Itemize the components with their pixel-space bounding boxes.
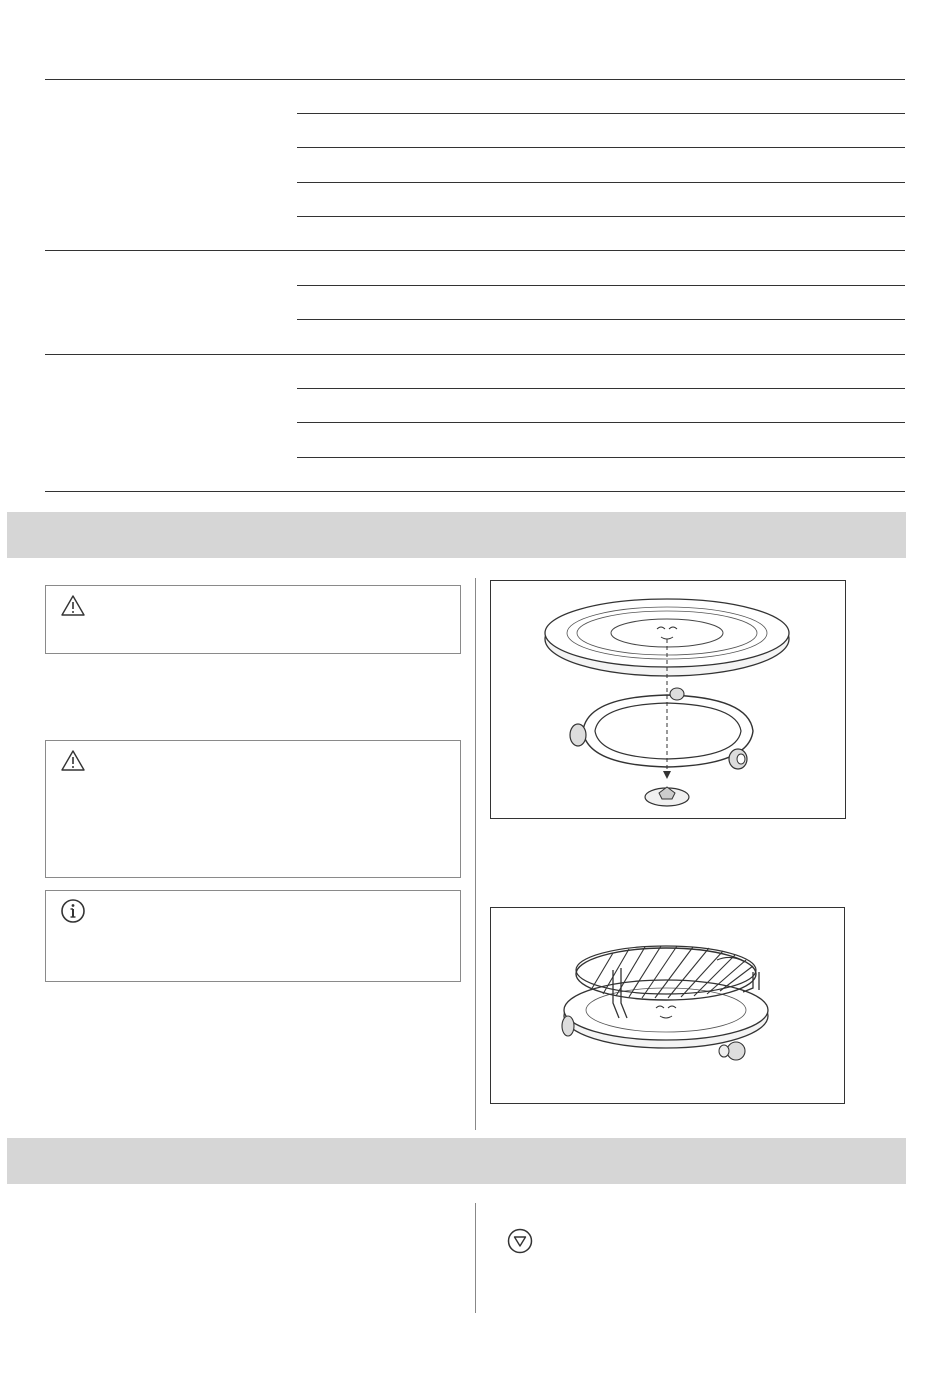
table-rule-minor [297, 147, 905, 148]
table-rule-minor [297, 319, 905, 320]
column-separator [475, 578, 476, 1130]
table-rule-major [45, 354, 905, 355]
table-rule-minor [297, 457, 905, 458]
table-rule-minor [297, 216, 905, 217]
grill-rack-figure [490, 907, 845, 1104]
stop-down-triangle-icon [506, 1227, 534, 1255]
info-circle-icon [60, 898, 86, 922]
table-rule-minor [297, 113, 905, 114]
turntable-assembly-illustration [491, 581, 847, 820]
table-rule-minor [297, 182, 905, 183]
grill-rack-illustration [491, 908, 846, 1105]
table-rule-major [45, 250, 905, 251]
section-header-band [7, 512, 906, 558]
column-separator [475, 1203, 476, 1313]
table-rule-minor [297, 422, 905, 423]
warning-box [45, 740, 461, 878]
warning-box [45, 585, 461, 654]
warning-triangle-icon [60, 749, 86, 773]
section-header-band [7, 1138, 906, 1184]
table-rule-minor [297, 388, 905, 389]
info-box [45, 890, 461, 982]
turntable-assembly-figure [490, 580, 846, 819]
table-rule-major [45, 79, 905, 80]
table-rule-major [45, 491, 905, 492]
warning-triangle-icon [60, 594, 86, 618]
table-rule-minor [297, 285, 905, 286]
